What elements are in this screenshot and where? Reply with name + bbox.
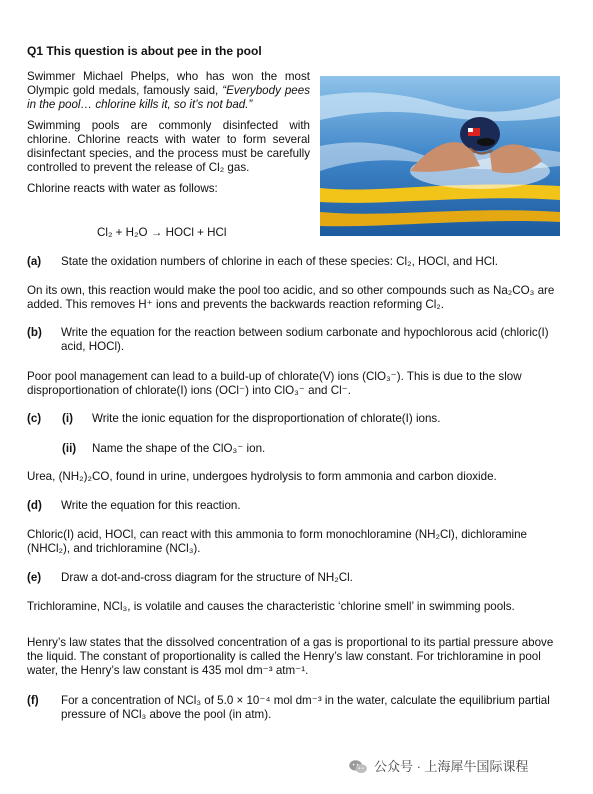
wechat-icon	[348, 759, 368, 775]
question-e-text: Draw a dot-and-cross diagram for the structure of NH₂Cl.	[61, 571, 353, 584]
question-c-i-label: (i)	[62, 412, 73, 425]
context-paragraph-c: Urea, (NH₂)₂CO, found in urine, undergoes hydrolysis to form ammonia and carbon dioxide.	[27, 470, 497, 483]
context-paragraph-e2: Henry’s law states that the dissolved concentration of a gas is proportional to its partial pressure above the liquid. The constant of proportionality is called the Henry’s law constant. For trichloramine in pool water, the Henry’s law constant is 435 mol dm⁻³ atm⁻¹.	[27, 636, 554, 677]
question-e-label: (e)	[27, 571, 42, 584]
question-b-label: (b)	[27, 326, 42, 339]
context-paragraph-d: Chloric(I) acid, HOCl, can react with this ammonia to form monochloramine (NH₂Cl), dichloramine (NHCl₂), and trichloramine (NCl₃).	[27, 528, 527, 555]
question-a-text: State the oxidation numbers of chlorine in each of these species: Cl₂, HOCl, and HCl.	[61, 255, 498, 268]
question-b-text: Write the equation for the reaction between sodium carbonate and hypochlorous acid (chloric(I) acid, HOCl).	[61, 326, 549, 353]
question-f-text: For a concentration of NCl₃ of 5.0 × 10⁻⁴ mol dm⁻³ in the water, calculate the equilibrium partial pressure of NCl₃ above the pool (in atm).	[61, 694, 550, 721]
intro-paragraph-1	[27, 70, 310, 112]
footer-text: 公众号 · 上海犀牛国际课程	[374, 759, 529, 774]
question-title: Q1 This question is about pee in the pool	[27, 44, 262, 58]
question-c-ii-text: Name the shape of the ClO₃⁻ ion.	[92, 442, 266, 455]
question-c-i-text: Write the ionic equation for the disproportionation of chlorate(I) ions.	[92, 412, 441, 425]
intro-p1-text: Swimmer Michael Phelps, who has won the most Olympic gold medals, famously said,	[27, 70, 310, 97]
question-c-label: (c)	[27, 412, 42, 425]
intro-paragraph-3: Chlorine reacts with water as follows:	[27, 182, 218, 195]
intro-paragraph-2: Swimming pools are commonly disinfected with chlorine. Chlorine reacts with water to form several disinfectant species, and the process must be carefully controlled to prevent the release of Cl₂ gas.	[27, 119, 310, 174]
intro-text	[27, 70, 310, 196]
context-paragraph-a: On its own, this reaction would make the pool too acidic, and so other compounds such as Na₂CO₃ are added. This removes H⁺ ions and prevents the backwards reaction reforming Cl₂.	[27, 284, 555, 311]
context-paragraph-e1: Trichloramine, NCl₃, is volatile and causes the characteristic ‘chlorine smell’ in swimming pools.	[27, 600, 515, 613]
footer-watermark	[348, 759, 529, 775]
phelps-quote: “Everybody pees in the pool… chlorine kills it, so it’s not bad.”	[27, 84, 311, 111]
question-d-label: (d)	[27, 499, 42, 512]
question-a-label: (a)	[27, 255, 42, 268]
context-paragraph-b: Poor pool management can lead to a build-up of chlorate(V) ions (ClO₃⁻). This is due to the slow disproportionation of chlorate(I) ions (OCl⁻) into ClO₃⁻ and Cl⁻.	[27, 370, 522, 397]
question-c-ii-label: (ii)	[62, 442, 77, 455]
question-f-label: (f)	[27, 694, 39, 707]
chlorine-water-equation: Cl₂ + H₂O → HOCl + HCl	[97, 226, 227, 239]
question-d-text: Write the equation for this reaction.	[61, 499, 241, 512]
swimmer-photo	[320, 76, 560, 236]
